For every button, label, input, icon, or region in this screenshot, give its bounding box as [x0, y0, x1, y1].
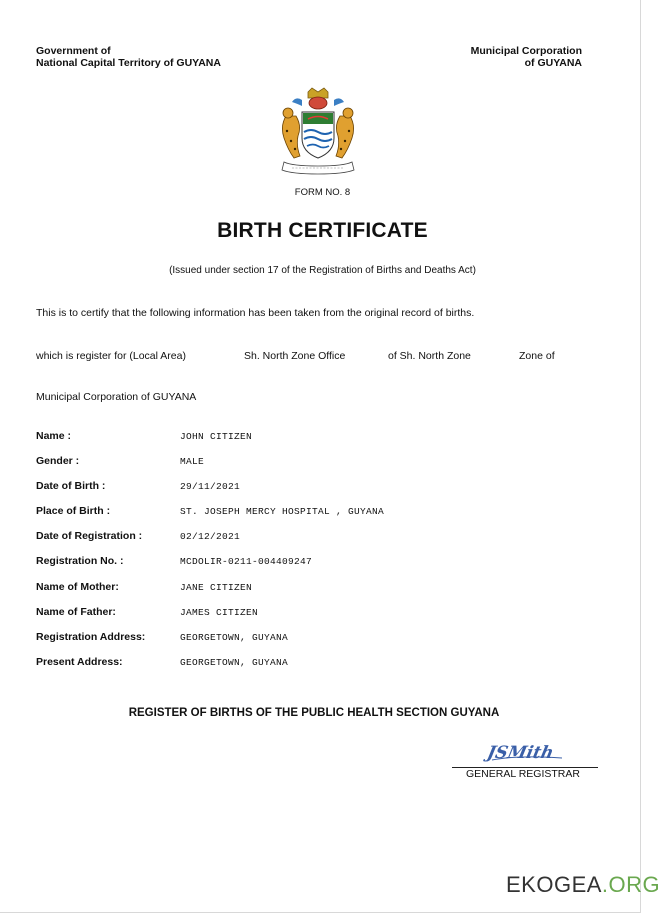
field-value: 02/12/2021 — [180, 531, 241, 543]
government-line-2: National Capital Territory of GUYANA — [36, 57, 221, 69]
local-area-prefix: which is register for (Local Area) — [36, 350, 186, 362]
certification-statement: This is to certify that the following information has been taken from the original record of births. — [36, 307, 475, 319]
municipal-corporation — [471, 45, 582, 69]
local-area-office: Sh. North Zone Office — [244, 350, 346, 362]
document-title: BIRTH CERTIFICATE — [217, 219, 428, 242]
coat-of-arms-icon — [272, 86, 364, 178]
field-label: Present Address: — [36, 655, 123, 668]
form-number: FORM NO. 8 — [294, 187, 351, 198]
register-heading: REGISTER OF BIRTHS OF THE PUBLIC HEALTH SECTION GUYANA — [128, 707, 500, 719]
field-label: Name of Father: — [36, 605, 116, 618]
document-subtitle: (Issued under section 17 of the Registration of Births and Deaths Act) — [169, 265, 476, 276]
signature-text: JSMith — [485, 743, 556, 763]
field-value: JAMES CITIZEN — [180, 606, 259, 618]
field-label: Date of Birth : — [36, 480, 106, 493]
field-label: Name of Mother: — [36, 580, 119, 593]
field-value: 29/11/2021 — [180, 481, 241, 493]
field-value: JANE CITIZEN — [180, 581, 253, 593]
government-line-1: Government of — [36, 45, 111, 57]
municipal-line-2: of GUYANA — [524, 57, 582, 69]
watermark-name: EKOGEA — [506, 872, 602, 897]
field-value: JOHN CITIZEN — [180, 431, 253, 442]
field-value: GEORGETOWN, GUYANA — [180, 656, 289, 668]
field-value: ST. JOSEPH MERCY HOSPITAL , GUYANA — [180, 506, 385, 518]
municipal-corporation-line: Municipal Corporation of GUYANA — [36, 391, 197, 403]
registrar-title: GENERAL REGISTRAR — [466, 768, 580, 780]
local-area-of-zone: of Sh. North Zone — [388, 350, 471, 362]
field-value: MCDOLIR-0211-004409247 — [180, 556, 313, 568]
municipal-line-1: Municipal Corporation — [470, 45, 582, 57]
field-label: Name : — [36, 430, 72, 442]
field-label: Registration No. : — [36, 555, 124, 568]
field-label: Gender : — [36, 455, 80, 468]
field-value: MALE — [180, 456, 205, 468]
watermark-domain: .ORG — [601, 872, 660, 897]
field-label: Registration Address: — [36, 630, 146, 643]
issuing-government — [36, 45, 221, 69]
signature — [485, 741, 568, 763]
local-area-zone-of: Zone of — [519, 350, 555, 362]
field-label: Date of Registration : — [36, 530, 143, 543]
field-label: Place of Birth : — [36, 505, 111, 518]
field-value: GEORGETOWN, GUYANA — [180, 631, 289, 643]
watermark — [506, 872, 660, 898]
